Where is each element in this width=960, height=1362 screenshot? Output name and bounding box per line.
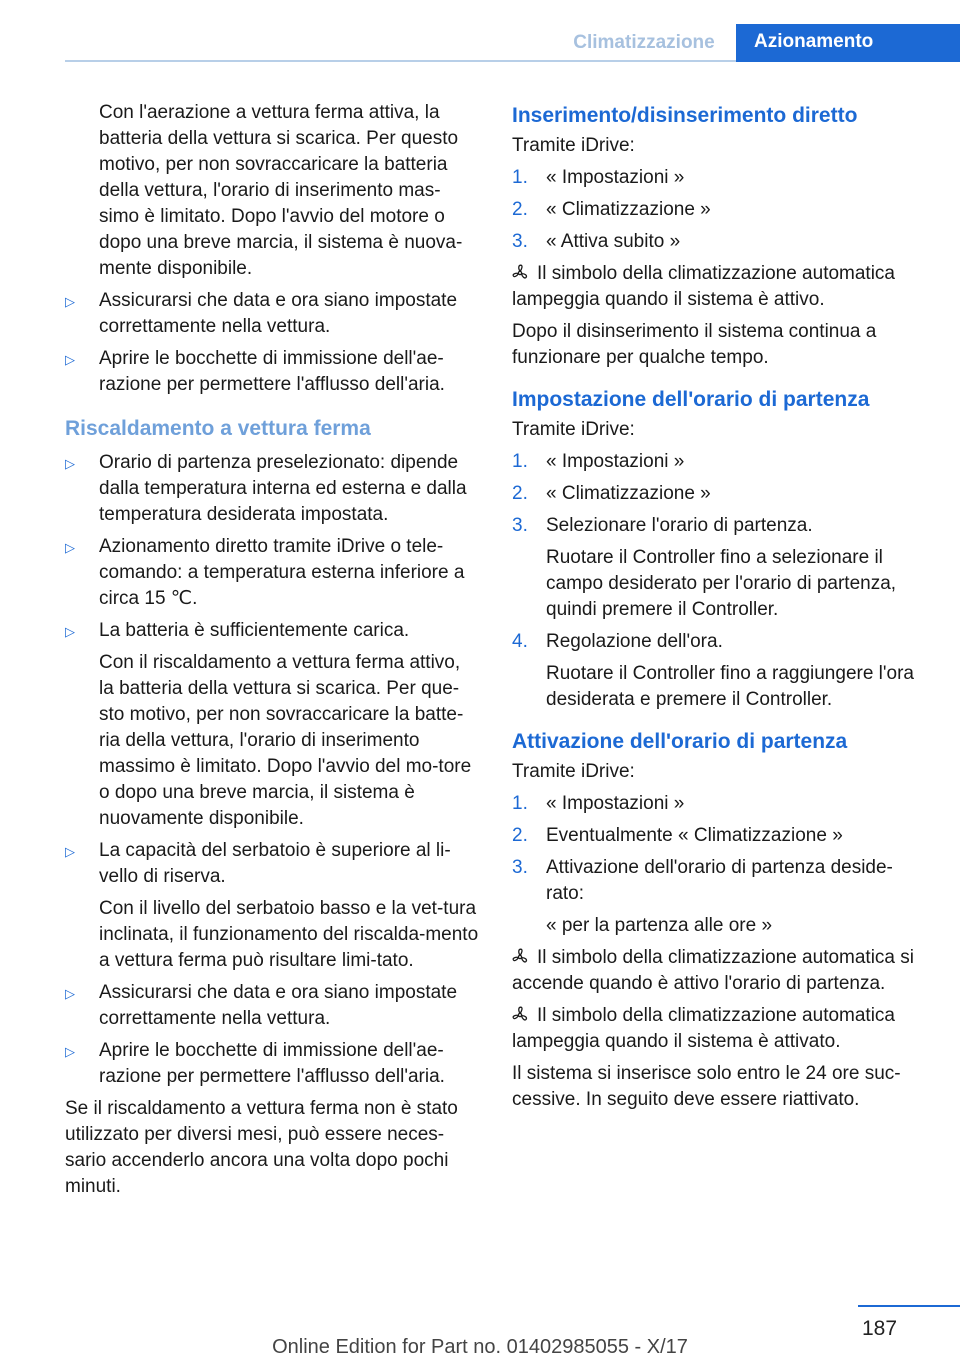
- step-text: « Climatizzazione »: [546, 483, 711, 504]
- list-item-text: La batteria è sufficientemente carica.: [99, 620, 410, 641]
- subsection-heading: Inserimento/disinserimento diretto: [512, 104, 858, 127]
- step-item: [512, 629, 924, 713]
- list-item: [65, 450, 480, 528]
- list-item-text: Orario di partenza preselezionato: dipende dalla temperatura interna ed esterna e dalla temperatura desiderata impostata.: [99, 452, 467, 525]
- step-item: [512, 165, 924, 191]
- icon-note: [512, 1003, 924, 1055]
- list-item-text: Azionamento diretto tramite iDrive o tele‐comando: a temperatura esterna inferiore a circa 15 ℃.: [99, 536, 465, 609]
- step-text: « Impostazioni »: [546, 793, 685, 814]
- triangle-bullet-icon: ▷: [65, 986, 75, 1001]
- page-number: 187: [862, 1317, 898, 1340]
- step-number: 3.: [512, 857, 528, 878]
- closing-paragraph: Se il riscaldamento a vettura ferma non è stato utilizzato per diversi mesi, può essere neces‐sario accenderlo ancora una volta dopo pochi minuti.: [65, 1098, 458, 1197]
- list-item-text: Assicurarsi che data e ora siano impostate correttamente nella vettura.: [99, 290, 458, 337]
- step-text: « Impostazioni »: [546, 451, 685, 472]
- list-item: [65, 618, 480, 832]
- step-item: [512, 513, 924, 623]
- section-heading: Riscaldamento a vettura ferma: [65, 417, 371, 440]
- step-detail: « per la partenza alle ore »: [546, 915, 773, 936]
- step-item: [512, 449, 924, 475]
- list-item-text: La capacità del serbatoio è superiore al li‐vello di riserva.: [99, 840, 451, 887]
- fan-icon: [512, 948, 528, 966]
- step-text: Attivazione dell'orario di partenza deside‐rato:: [546, 857, 893, 904]
- subsection-intro: Tramite iDrive:: [512, 761, 635, 782]
- step-item: [512, 823, 924, 849]
- step-number: 3.: [512, 515, 528, 536]
- step-number: 1.: [512, 793, 528, 814]
- step-text: « Climatizzazione »: [546, 199, 711, 220]
- step-detail: Ruotare il Controller fino a raggiungere l'ora desiderata e premere il Controller.: [546, 663, 914, 710]
- list-item-text: Aprire le bocchette di immissione dell'ae‐razione per permettere l'afflusso dell'aria.: [99, 348, 445, 395]
- edition-footer: Online Edition for Part no. 01402985055 - X/17: [272, 1336, 688, 1358]
- list-item-detail: Con il livello del serbatoio basso e la vet‐tura inclinata, il funzionamento del riscalda‐mento a vettura ferma può risultare limi‐tato.: [99, 898, 479, 971]
- triangle-bullet-icon: ▷: [65, 1044, 75, 1059]
- fan-icon: [512, 264, 528, 282]
- step-number: 1.: [512, 451, 528, 472]
- step-number: 1.: [512, 167, 528, 188]
- right-column: [512, 100, 924, 1119]
- step-item: [512, 197, 924, 223]
- step-item: [512, 229, 924, 255]
- subsection-intro: Tramite iDrive:: [512, 419, 635, 440]
- header-section-title: Climatizzazione: [573, 32, 715, 53]
- step-detail: Ruotare il Controller fino a selezionare il campo desiderato per l'orario di partenza, quindi premere il Controller.: [546, 547, 897, 620]
- triangle-bullet-icon: ▷: [65, 624, 75, 639]
- subsection-heading: Impostazione dell'orario di partenza: [512, 388, 870, 411]
- note-paragraph: Dopo il disinserimento il sistema continua a funzionare per qualche tempo.: [512, 321, 877, 368]
- fan-icon: [512, 1006, 528, 1024]
- subsection-heading: Attivazione dell'orario di partenza: [512, 730, 848, 753]
- list-item: [65, 288, 480, 340]
- triangle-bullet-icon: ▷: [65, 844, 75, 859]
- step-text: « Attiva subito »: [546, 231, 681, 252]
- note-paragraph: Il sistema si inserisce solo entro le 24 ore suc‐cessive. In seguito deve essere riattivato.: [512, 1063, 901, 1110]
- step-number: 2.: [512, 199, 528, 220]
- list-item-text: Aprire le bocchette di immissione dell'ae‐razione per permettere l'afflusso dell'aria.: [99, 1040, 445, 1087]
- triangle-bullet-icon: ▷: [65, 540, 75, 555]
- list-item: [65, 534, 480, 612]
- icon-note: [512, 261, 924, 313]
- list-item: [65, 346, 480, 398]
- icon-note-text: Il simbolo della climatizzazione automatica lampeggia quando il sistema è attivo.: [512, 263, 895, 310]
- triangle-bullet-icon: ▷: [65, 294, 75, 309]
- step-number: 3.: [512, 231, 528, 252]
- step-text: Selezionare l'orario di partenza.: [546, 515, 813, 536]
- step-item: [512, 791, 924, 817]
- step-text: Eventualmente « Climatizzazione »: [546, 825, 843, 846]
- icon-note-text: Il simbolo della climatizzazione automatica lampeggia quando il sistema è attivato.: [512, 1005, 895, 1052]
- icon-note: [512, 945, 924, 997]
- step-number: 2.: [512, 825, 528, 846]
- list-item: [65, 980, 480, 1032]
- step-text: Regolazione dell'ora.: [546, 631, 723, 652]
- step-number: 4.: [512, 631, 528, 652]
- icon-note-text: Il simbolo della climatizzazione automatica si accende quando è attivo l'orario di partenza.: [512, 947, 914, 994]
- step-item: [512, 855, 924, 939]
- left-column: [65, 100, 480, 1206]
- list-item-text: Assicurarsi che data e ora siano impostate correttamente nella vettura.: [99, 982, 458, 1029]
- list-item: [65, 838, 480, 974]
- triangle-bullet-icon: ▷: [65, 456, 75, 471]
- subsection-intro: Tramite iDrive:: [512, 135, 635, 156]
- intro-paragraph: Con l'aerazione a vettura ferma attiva, la batteria della vettura si scarica. Per questo motivo, per non sovraccaricare la batteria della vettura, l'orario di inserimento mas‐simo è limitato. Dopo l'avvio del motore o dopo una breve marcia, il sistema è nuova‐mente disponibile.: [99, 102, 463, 279]
- step-item: [512, 481, 924, 507]
- list-item: [65, 1038, 480, 1090]
- footer-rule: [858, 1305, 960, 1307]
- step-number: 2.: [512, 483, 528, 504]
- list-item-detail: Con il riscaldamento a vettura ferma attivo, la batteria della vettura si scarica. Per que‐sto motivo, per non sovraccaricare la batte‐ria della vettura, l'orario di inserimento massimo è limitato. Dopo l'avvio del mo‐tore o dopo una breve marcia, il sistema è nuovamente disponibile.: [99, 652, 472, 829]
- header-chapter-tab: Azionamento: [736, 24, 960, 62]
- step-text: « Impostazioni »: [546, 167, 685, 188]
- triangle-bullet-icon: ▷: [65, 352, 75, 367]
